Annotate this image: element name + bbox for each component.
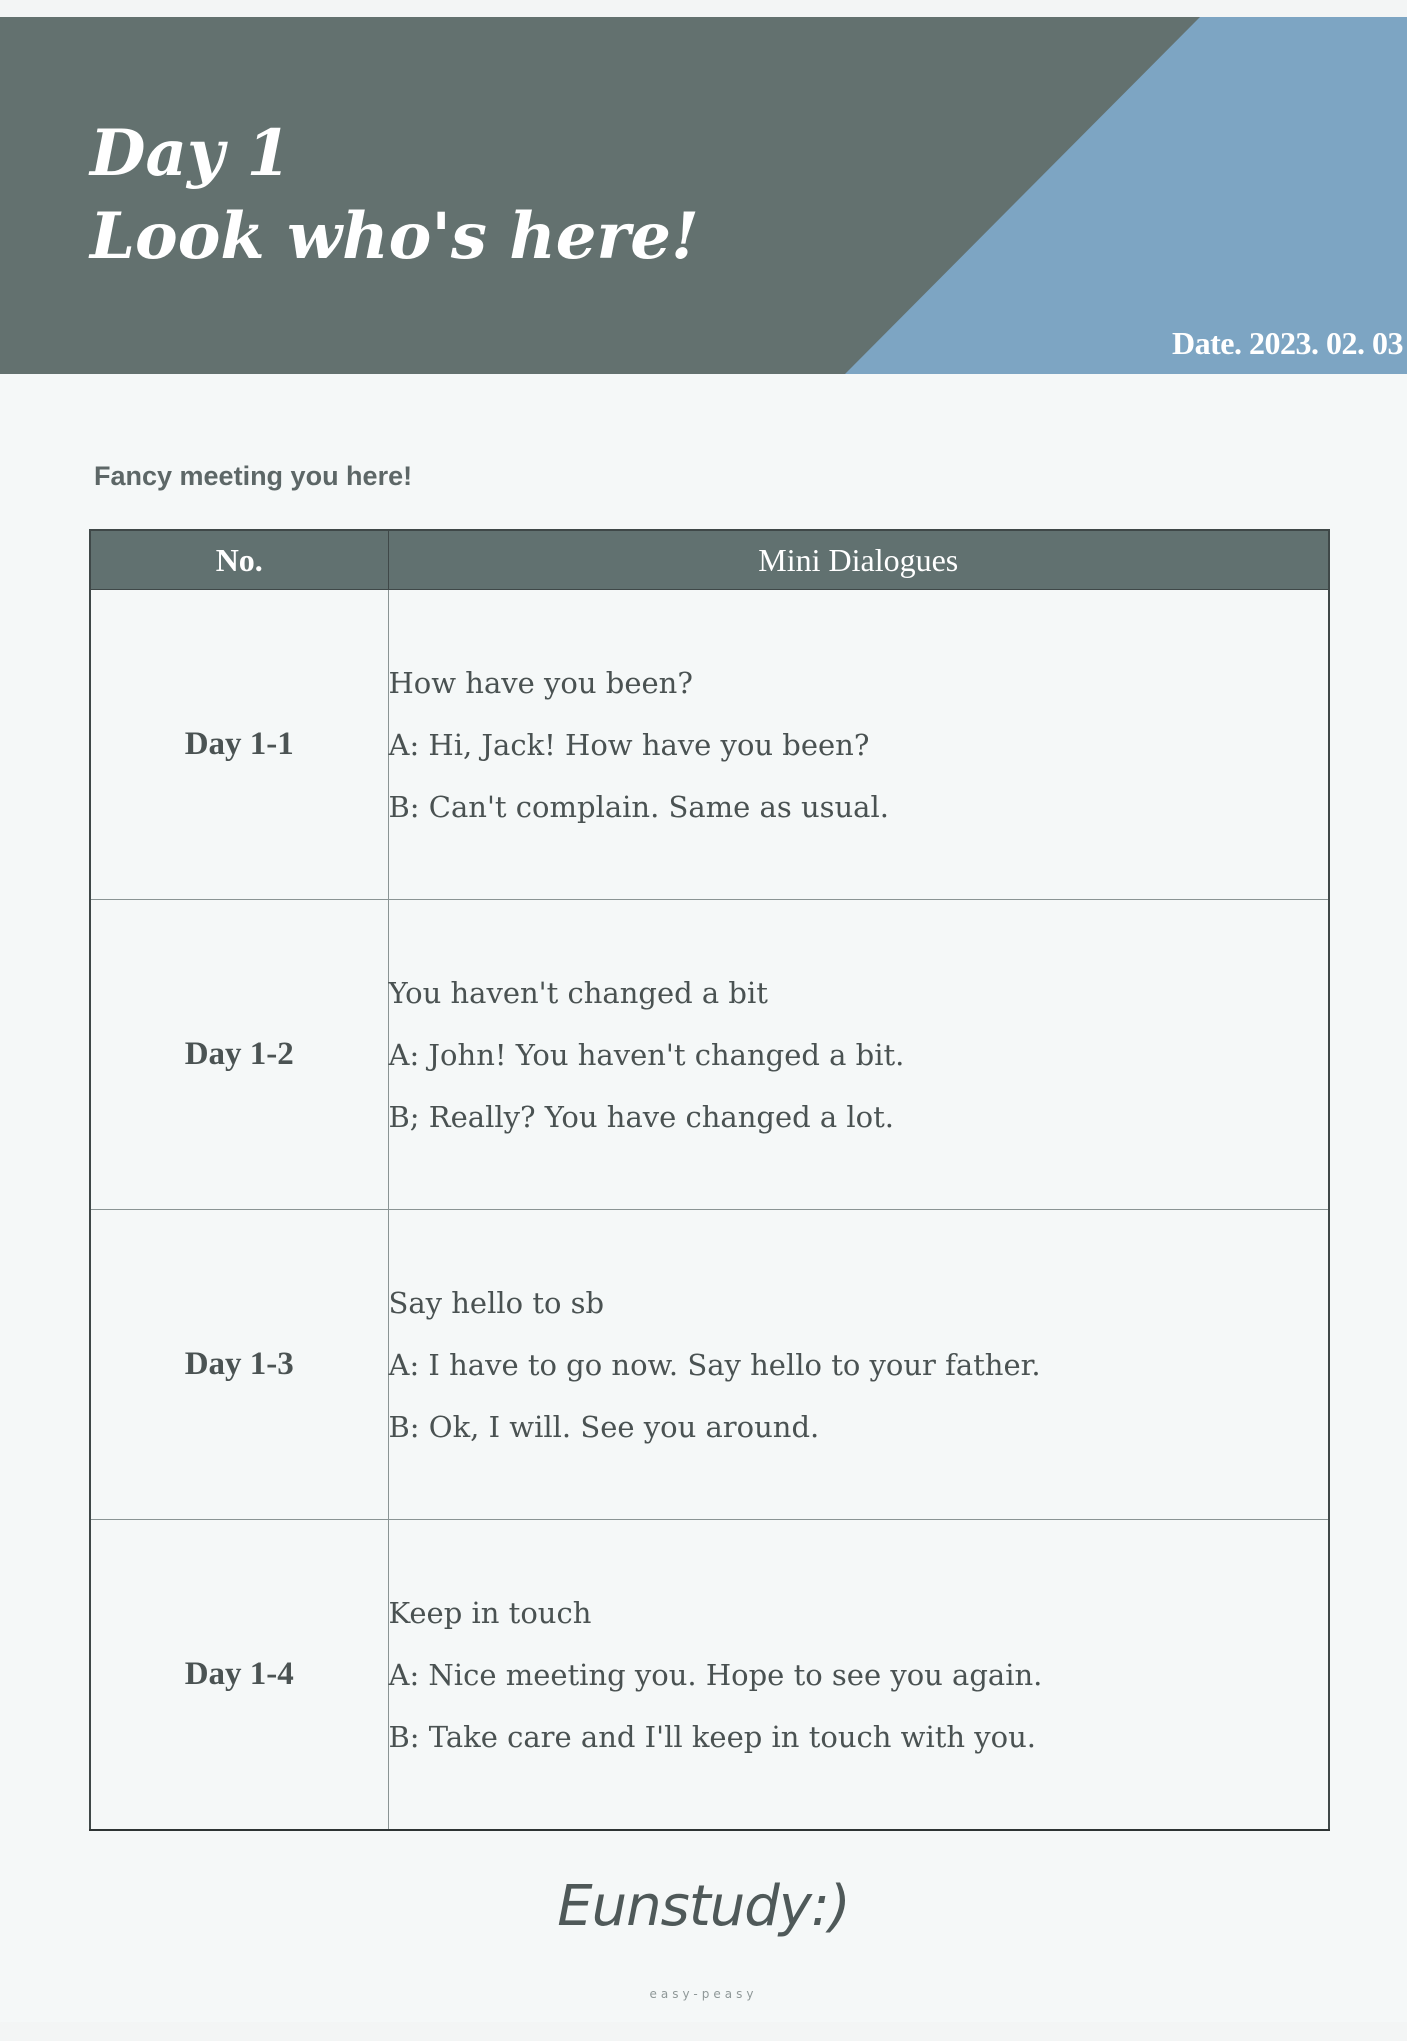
dialogue-heading: Keep in touch [388, 1595, 592, 1630]
column-header-no: No. [90, 530, 388, 590]
table-row [90, 590, 1329, 900]
section-subtitle: Fancy meeting you here! [94, 461, 413, 491]
header-banner [0, 17, 1407, 374]
table-row [90, 1520, 1329, 1831]
date-label: Date. 2023. 02. 03 [1172, 325, 1403, 361]
dialogue-heading: Say hello to sb [388, 1285, 605, 1320]
page-title-topic: Look who's here! [90, 199, 699, 274]
dialogue-line-b: B: Ok, I will. See you around. [388, 1409, 820, 1444]
column-header-dialogues: Mini Dialogues [388, 530, 1329, 590]
worksheet-page [0, 17, 1407, 2022]
brand-logo: Eunstudy:) [557, 1874, 850, 1939]
table-row [90, 1210, 1329, 1520]
dialogue-line-a: A: John! You haven't changed a bit. [388, 1037, 905, 1072]
dialogue-table [89, 529, 1330, 1831]
dialogue-cell [388, 1520, 1329, 1831]
day-label: Day 1-3 [184, 1346, 294, 1382]
day-label: Day 1-4 [184, 1656, 294, 1692]
banner-background [0, 17, 1407, 374]
day-label: Day 1-1 [184, 726, 294, 762]
dialogue-line-b: B: Can't complain. Same as usual. [388, 789, 889, 824]
dialogue-line-b: B: Take care and I'll keep in touch with you. [388, 1719, 1037, 1754]
brand-tagline: easy-peasy [649, 1987, 758, 2001]
dialogue-line-a: A: Nice meeting you. Hope to see you again. [388, 1657, 1043, 1692]
table-row [90, 900, 1329, 1210]
dialogue-cell [388, 900, 1329, 1210]
dialogue-line-a: A: Hi, Jack! How have you been? [388, 727, 870, 762]
dialogue-cell [388, 590, 1329, 900]
day-label: Day 1-2 [184, 1036, 294, 1072]
dialogue-line-a: A: I have to go now. Say hello to your father. [388, 1347, 1041, 1382]
dialogue-heading: How have you been? [388, 665, 693, 700]
page-title-day: Day 1 [90, 116, 291, 191]
day-cell [90, 900, 388, 1210]
day-cell [90, 1210, 388, 1520]
day-cell [90, 1520, 388, 1831]
dialogue-heading: You haven't changed a bit [388, 975, 768, 1010]
dialogue-cell [388, 1210, 1329, 1520]
table-header-row [90, 530, 1329, 590]
dialogue-line-b: B; Really? You have changed a lot. [388, 1099, 895, 1134]
day-cell [90, 590, 388, 900]
